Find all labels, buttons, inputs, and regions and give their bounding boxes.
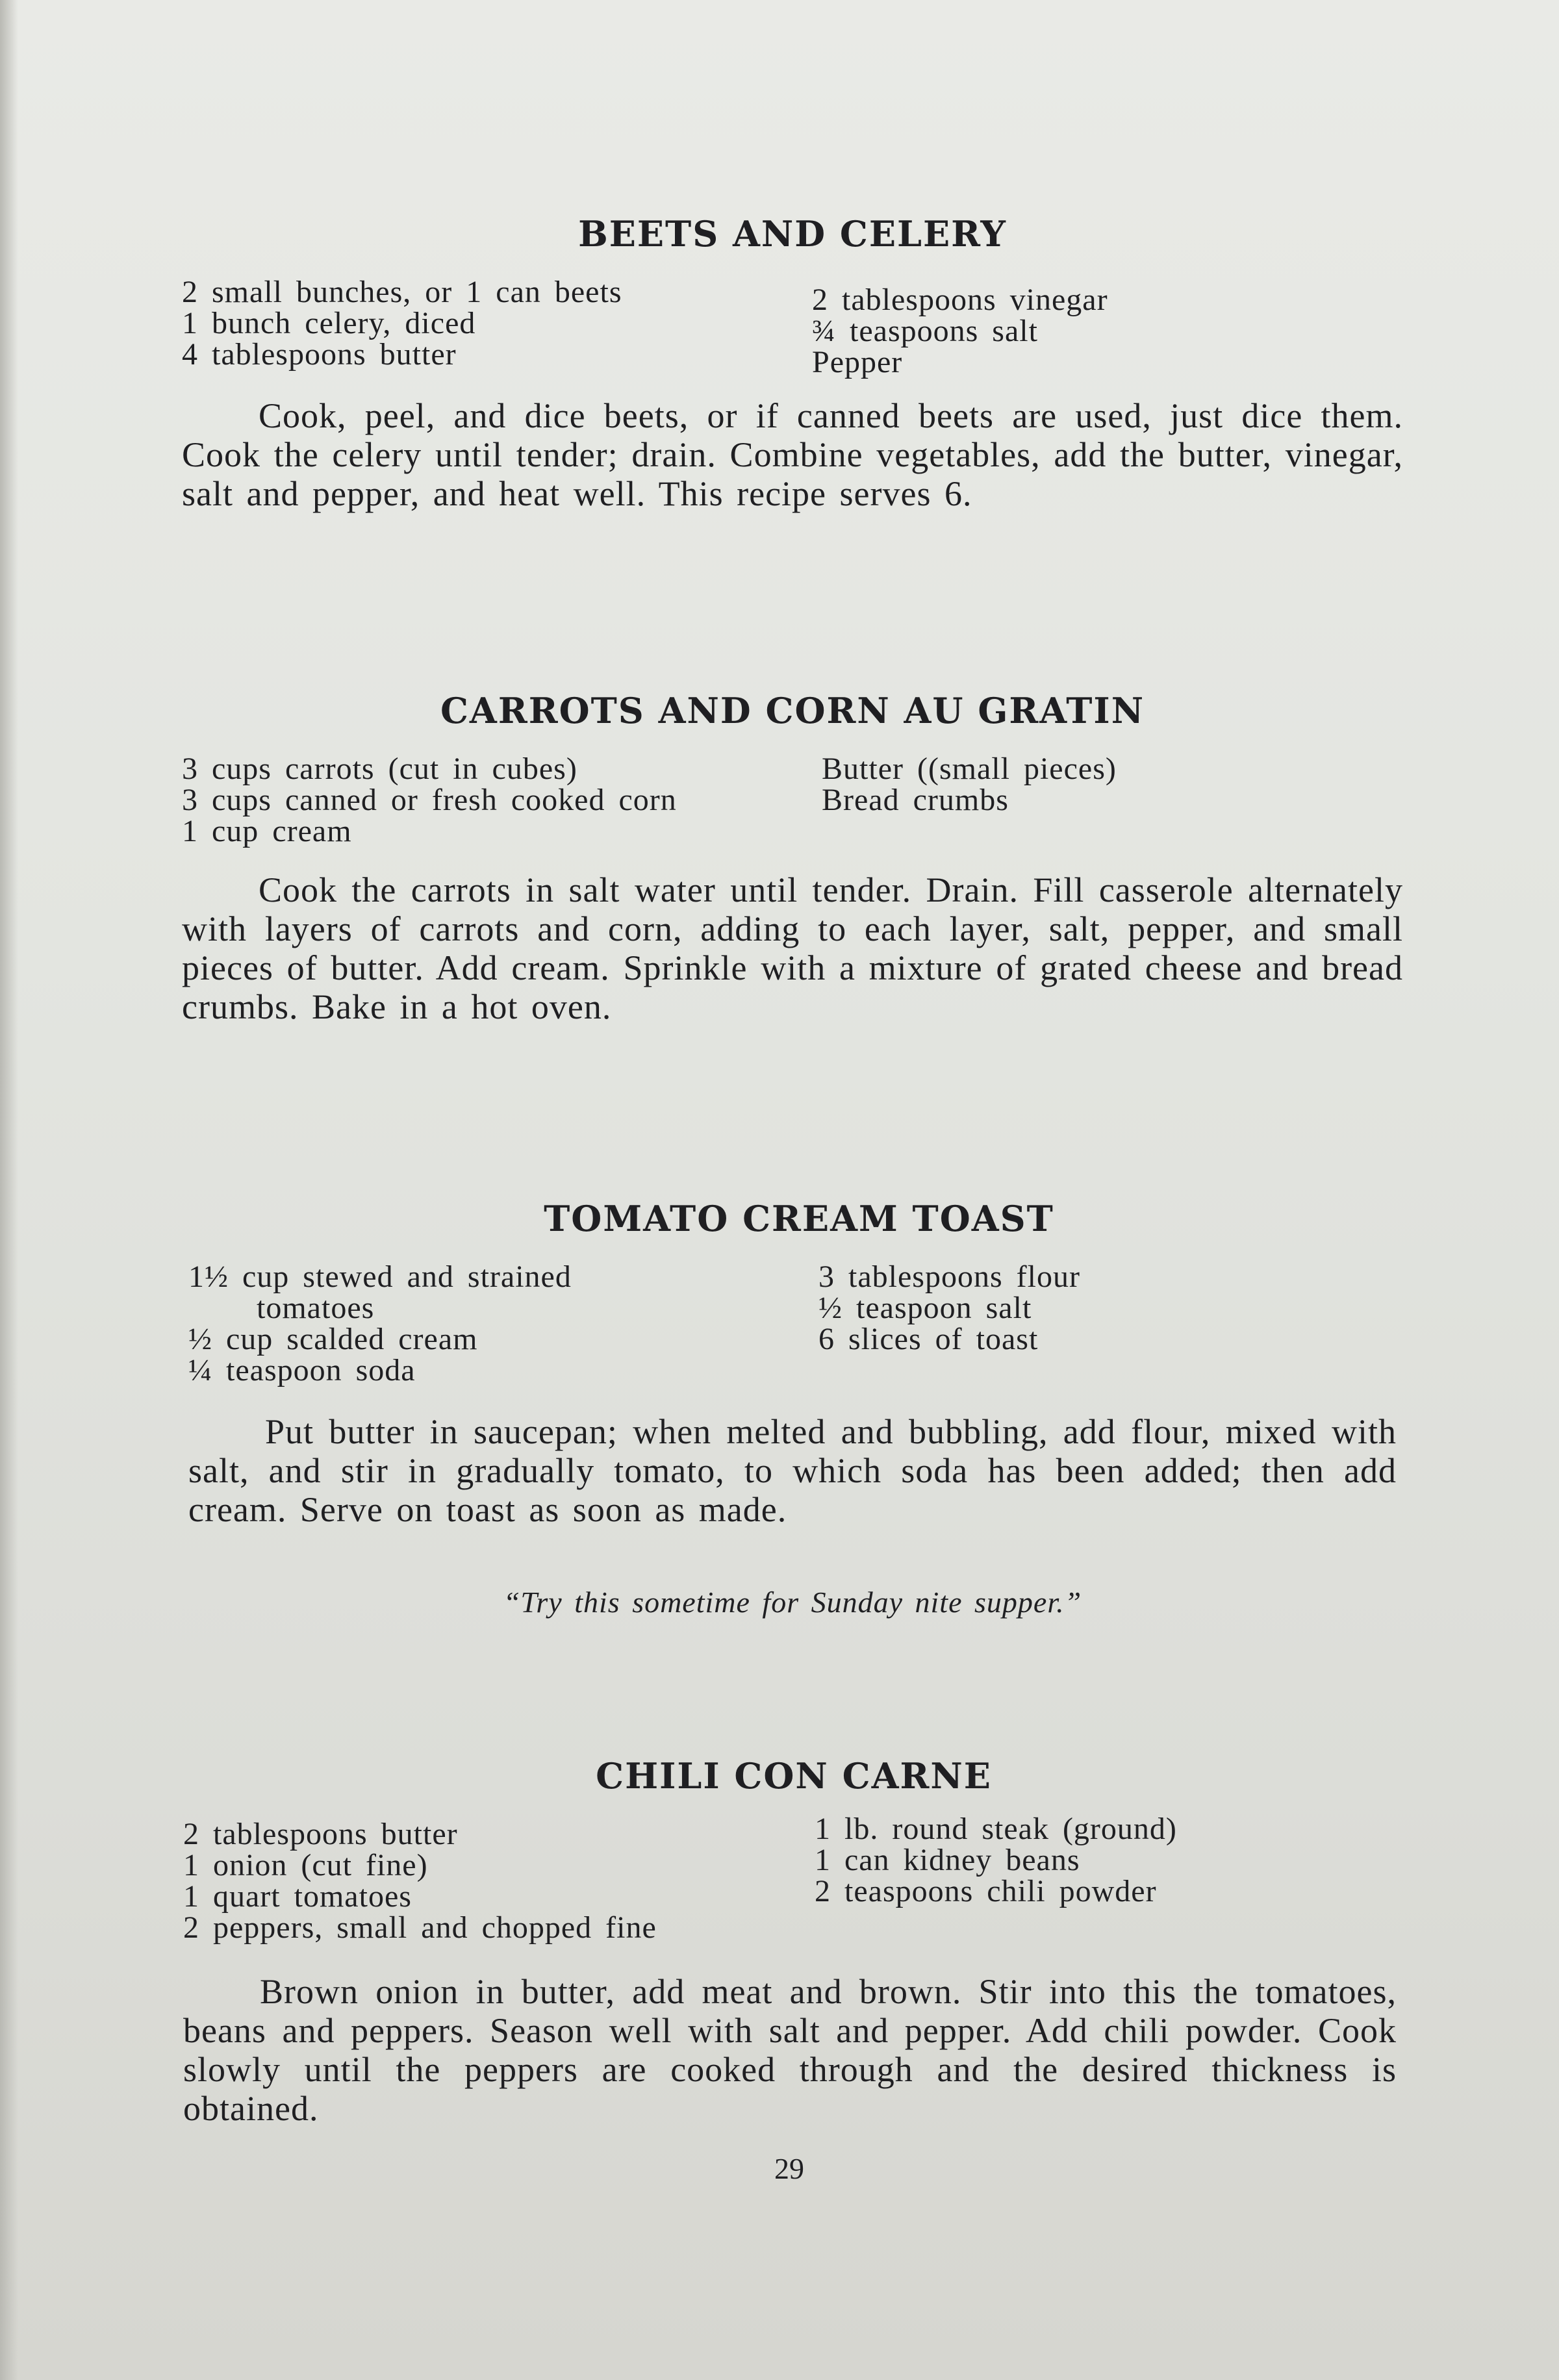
ingredients-left-column [183, 1819, 657, 1943]
recipe-title: TOMATO CREAM TOAST [544, 1198, 1054, 1239]
ingredient-item: tomatoes [257, 1291, 375, 1325]
ingredient-item: 2 small bunches, or 1 can beets [182, 275, 622, 309]
page-spine-shadow [0, 0, 18, 2380]
ingredient-item: 6 slices of toast [818, 1322, 1039, 1356]
ingredient-item: 4 tablespoons butter [182, 337, 457, 372]
ingredient-item: 1 cup cream [182, 814, 352, 848]
ingredients-right-column [822, 753, 1117, 816]
ingredients [188, 1261, 1410, 1391]
ingredient-item: 3 cups canned or fresh cooked corn [182, 783, 677, 817]
ingredient-item: 1 bunch celery, diced [182, 306, 476, 340]
recipe-note: “Try this sometime for Sunday nite supper.” [503, 1586, 1082, 1619]
ingredients-left-column [182, 277, 622, 370]
ingredient-item: 1 lb. round steak (ground) [815, 1812, 1177, 1846]
ingredients [182, 275, 1403, 379]
ingredients-left-column [182, 753, 677, 847]
recipe-title: CHILI CON CARNE [596, 1755, 992, 1797]
recipe-instructions: Cook the carrots in salt water until tender. Drain. Fill casserole alternately with layers of carrots and corn, adding to each layer, salt, pepper, and small pieces of butter. Add cream. Sprinkle with a mixture of grated cheese and bread crumbs. Bake in a hot oven. [182, 870, 1403, 1026]
ingredient-item: Bread crumbs [822, 783, 1009, 817]
ingredient-item: Pepper [812, 345, 903, 379]
ingredient-item: 2 peppers, small and chopped fine [183, 1910, 657, 1945]
ingredient-item: 1 onion (cut fine) [183, 1848, 428, 1882]
recipe-title: BEETS AND CELERY [578, 213, 1007, 255]
ingredient-item: ½ cup scalded cream [188, 1322, 478, 1356]
ingredients [182, 753, 1403, 851]
ingredients-right-column [815, 1814, 1177, 1907]
ingredient-item: Butter ((small pieces) [822, 752, 1117, 786]
ingredient-item: ¼ teaspoon soda [188, 1353, 416, 1387]
ingredients-left-column [188, 1261, 572, 1386]
ingredients [183, 1812, 1404, 1949]
recipe-instructions: Cook, peel, and dice beets, or if canned beets are used, just dice them. Cook the celery until tender; drain. Combine vegetables, add the butter, vinegar, salt and pepper, and heat well. This recipe serves 6. [182, 396, 1403, 513]
recipe-instructions: Put butter in saucepan; when melted and bubbling, add flour, mixed with salt, and stir in gradually tomato, to which soda has been added; then add cream. Serve on toast as soon as made. [188, 1412, 1397, 1529]
ingredient-item: 3 tablespoons flour [818, 1260, 1080, 1294]
ingredients-right-column [812, 285, 1108, 378]
ingredient-item: 2 teaspoons chili powder [815, 1874, 1157, 1908]
ingredient-item: ¾ teaspoons salt [812, 314, 1038, 348]
ingredient-item: 1 quart tomatoes [183, 1879, 412, 1914]
ingredient-item: 1 can kidney beans [815, 1843, 1080, 1877]
ingredient-item: 2 tablespoons butter [183, 1817, 458, 1851]
ingredient-item: ½ teaspoon salt [818, 1291, 1032, 1325]
recipe-instructions: Brown onion in butter, add meat and brown. Stir into this the tomatoes, beans and peppers. Season well with salt and pepper. Add chili powder. Cook slowly until the peppers are cooked through and the desired thickness is obtained. [183, 1972, 1397, 2128]
ingredient-item: 1½ cup stewed and strained [188, 1260, 572, 1294]
page-number: 29 [774, 2152, 804, 2185]
recipe-carrots-and-corn-au-gratin [182, 690, 1403, 1026]
ingredient-item: 3 cups carrots (cut in cubes) [182, 752, 577, 786]
ingredients-right-column [818, 1261, 1080, 1355]
recipe-title: CARROTS AND CORN AU GRATIN [440, 690, 1145, 731]
recipe-chili-con-carne [183, 1755, 1404, 2128]
ingredient-item: 2 tablespoons vinegar [812, 283, 1108, 317]
recipe-beets-and-celery [182, 213, 1403, 513]
recipe-tomato-cream-toast [188, 1198, 1410, 1619]
